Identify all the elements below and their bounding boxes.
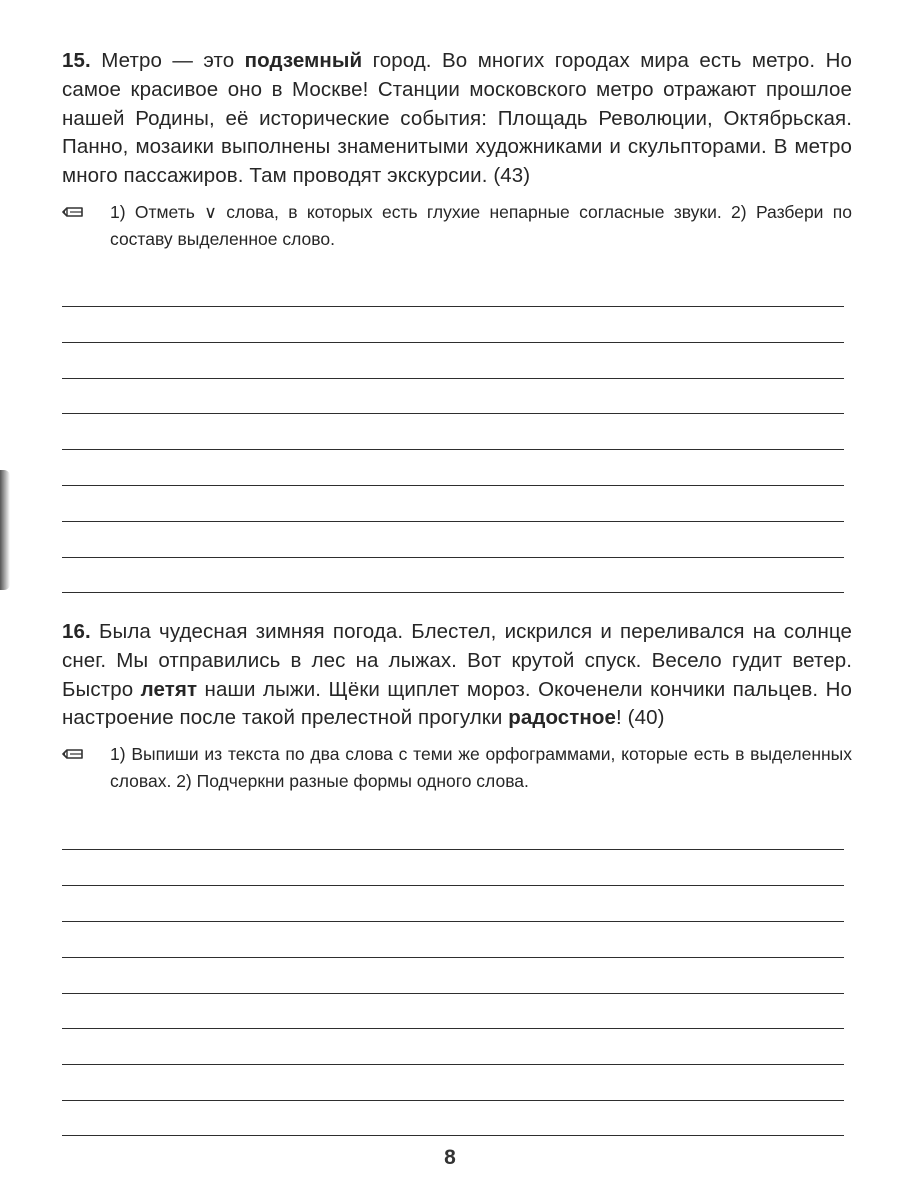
task-text: 1) Отметь ∨ слова, в которых есть глухие непарные согласные звуки. 2) Разбери по составу выделенное слово. [110, 201, 852, 249]
exercise-15 [62, 47, 852, 253]
pencil-icon [62, 205, 84, 219]
exercise-16-text [62, 618, 852, 733]
text-segment: город. Во многих городах мира есть метро. Но самое красивое оно в Москве! Станции московского метро отражают прошлое нашей Родины, её исторические события: Площадь Революции, Октябрьская. Панно, мозаики выполнены знаменитыми художниками и скульпторами. В метро много пассажиров. Там проводят экскурсии. (43) [62, 49, 852, 188]
highlighted-word: летят [140, 677, 198, 701]
writing-line [62, 1028, 844, 1029]
text-segment: ! (40) [616, 706, 665, 730]
writing-line [62, 485, 844, 486]
text-segment: Была чудесная зимняя погода. Блестел, искрился и переливался на солнце снег. Мы отправились в лес на лыжах. Вот крутой спуск. Весело гудит ветер. Быстро [62, 620, 852, 701]
exercise-16-task [62, 741, 852, 795]
exercise-number: 15. [62, 49, 91, 72]
writing-line [62, 993, 844, 994]
writing-line [62, 413, 844, 414]
writing-line [62, 957, 844, 958]
writing-line [62, 885, 844, 886]
exercise-15-text [62, 47, 852, 191]
writing-line [62, 306, 844, 307]
exercise-15-task [62, 199, 852, 253]
writing-line [62, 921, 844, 922]
writing-line [62, 592, 844, 593]
exercise-number: 16. [62, 620, 91, 643]
writing-line [62, 1064, 844, 1065]
page-edge-shadow [0, 470, 10, 590]
writing-line [62, 449, 844, 450]
writing-line [62, 521, 844, 522]
task-text: 1) Выпиши из текста по два слова с теми же орфограммами, которые есть в выделенных словах. 2) Подчеркни разные формы одного слова. [110, 744, 852, 792]
text-segment: наши лыжи. Щёки щиплет мороз. Окоченели кончики пальцев. Но настроение после такой прелестной прогулки [62, 677, 852, 730]
page-number: 8 [444, 1146, 456, 1169]
text-segment: Метро — это [90, 49, 245, 72]
pencil-icon [62, 747, 84, 761]
writing-line [62, 342, 844, 343]
writing-line [62, 1100, 844, 1101]
exercise-16 [62, 618, 852, 795]
writing-line [62, 849, 844, 850]
writing-line [62, 557, 844, 558]
writing-line [62, 1135, 844, 1136]
highlighted-word: радостное [508, 706, 617, 730]
highlighted-word: подземный [244, 49, 363, 72]
writing-line [62, 378, 844, 379]
